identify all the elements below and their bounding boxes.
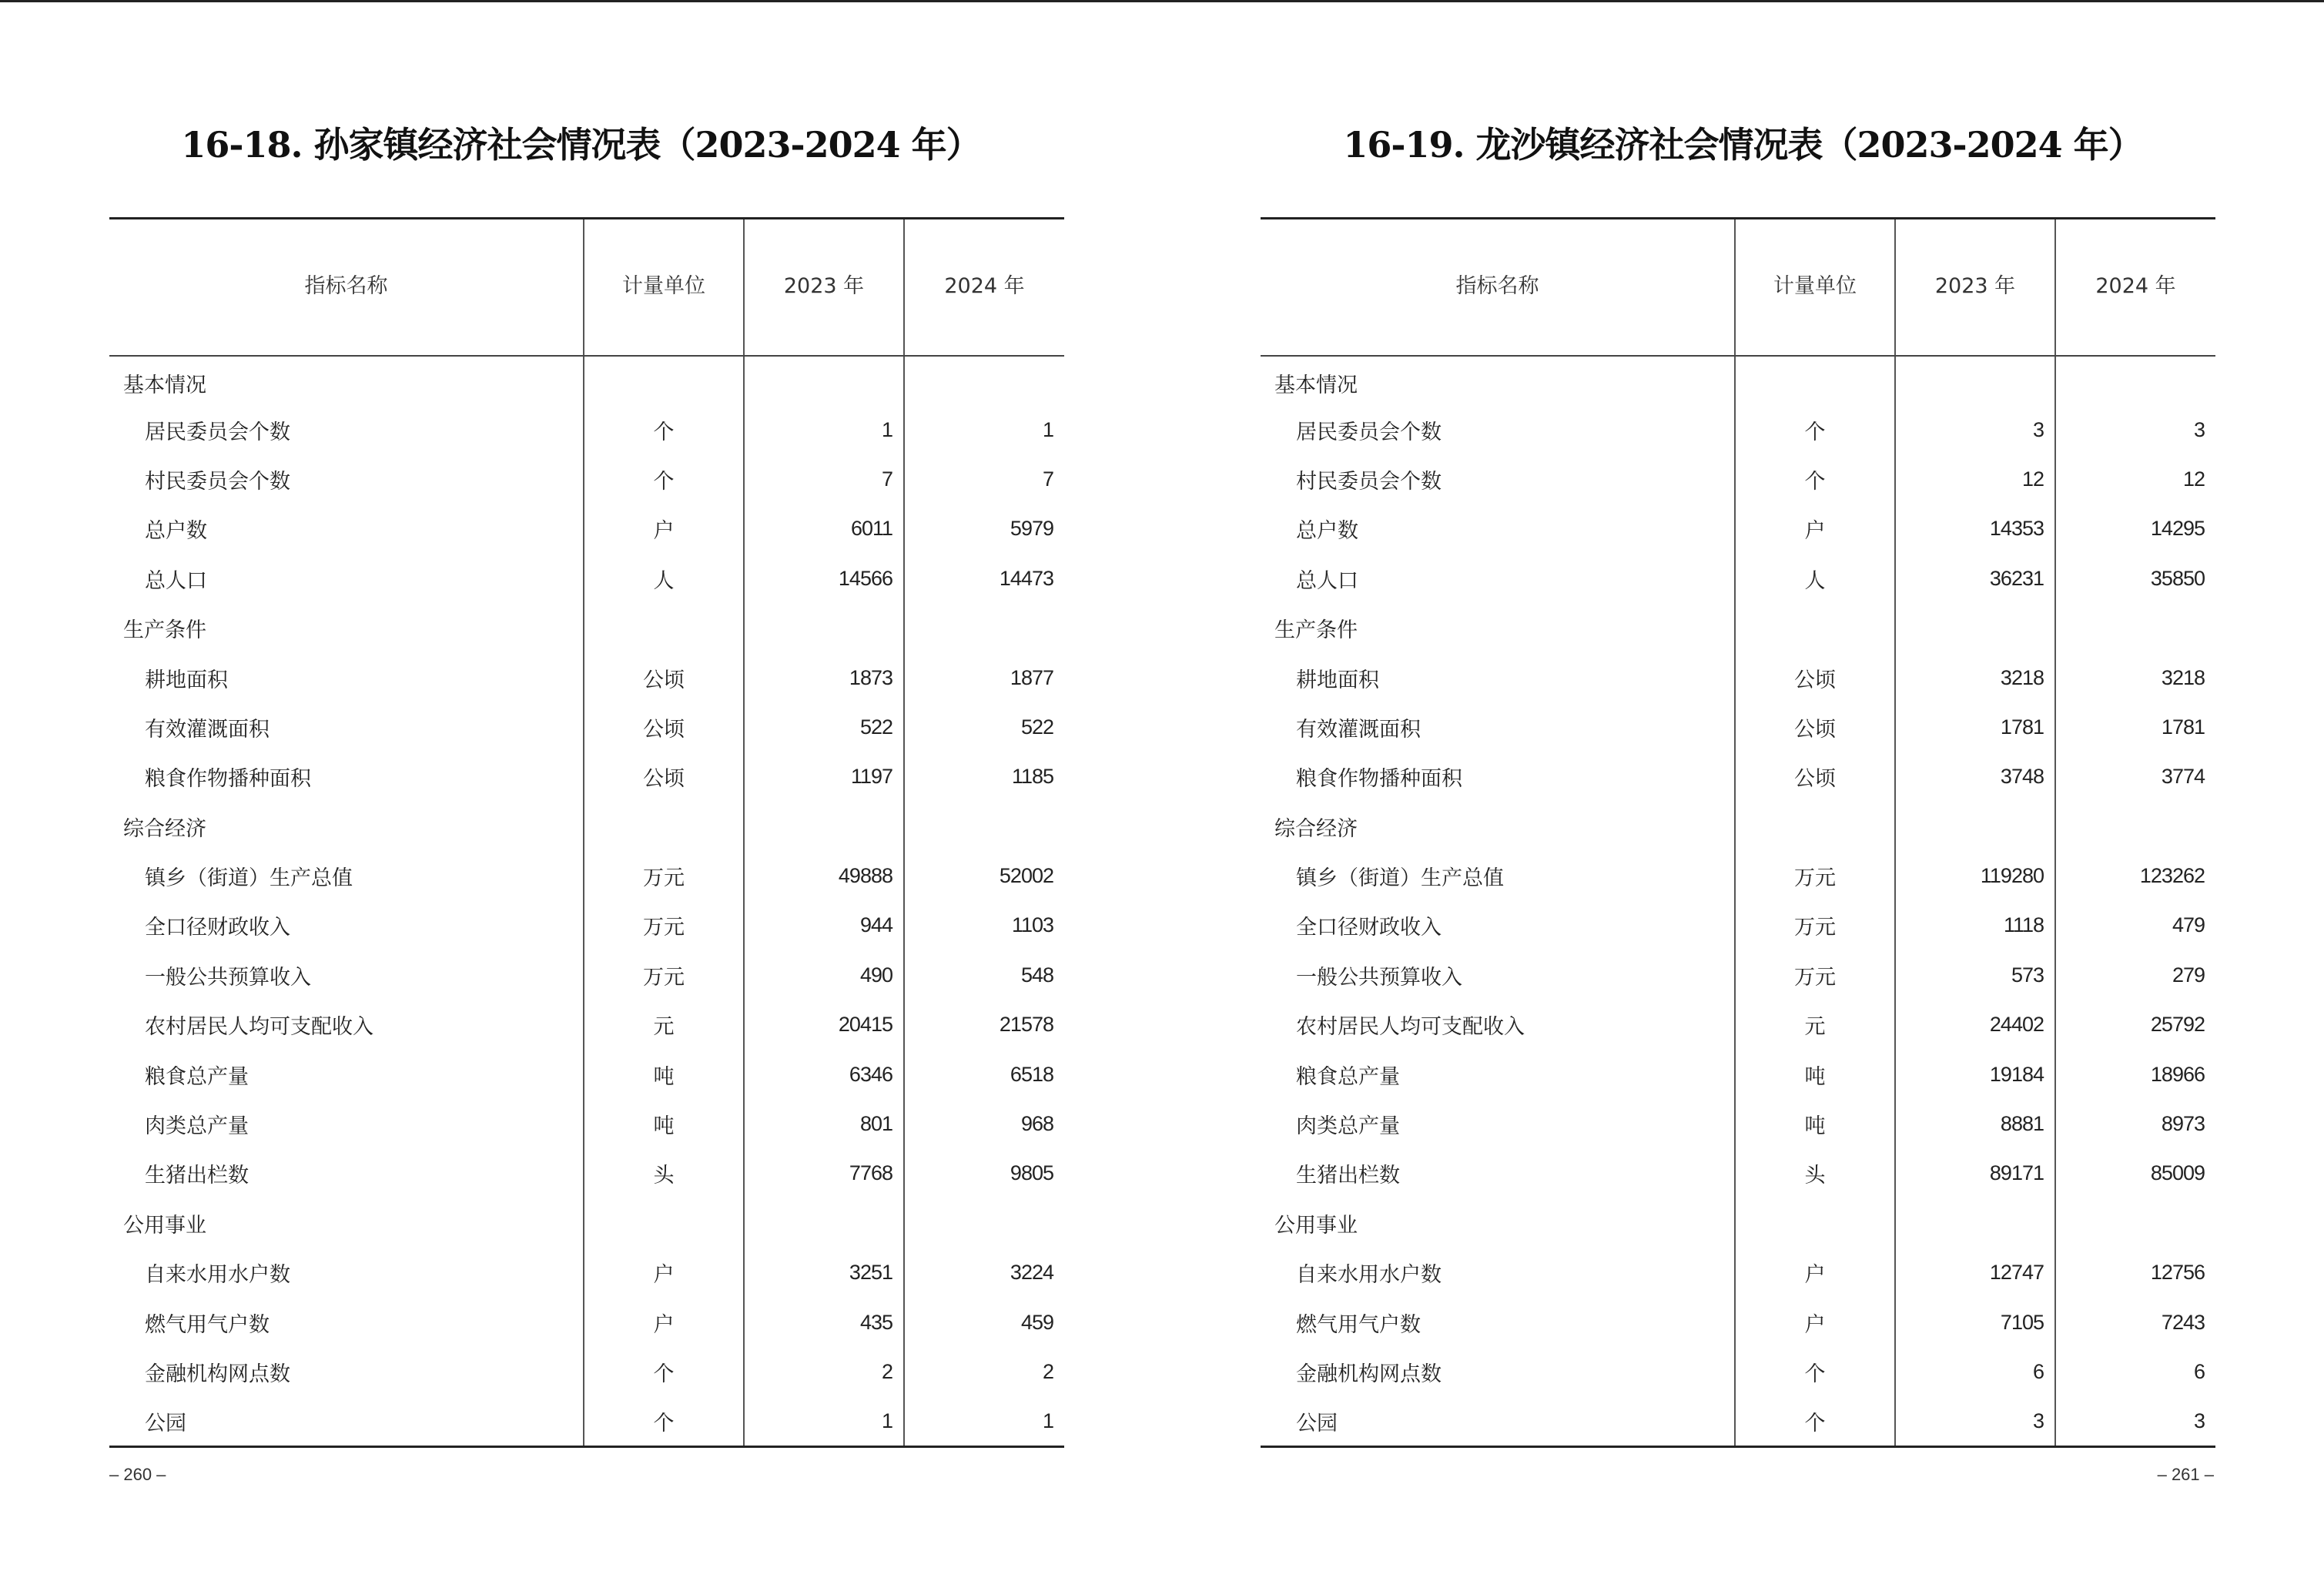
section-label: 公用事业 (123, 1213, 206, 1238)
value-2024: 7 (904, 454, 1064, 504)
indicator-name: 有效灌溉面积 (145, 717, 270, 742)
section-row (109, 1198, 1064, 1248)
indicator-name: 耕地面积 (1296, 668, 1379, 692)
table-row (109, 901, 1064, 950)
unit-cell: 户 (584, 1298, 744, 1347)
header-year-2024: 2024 年 (2055, 219, 2215, 356)
value-2024: 14295 (2055, 504, 2215, 554)
value-2024: 85009 (2055, 1149, 2215, 1198)
section-label: 基本情况 (1274, 373, 1358, 397)
value-2024: 3218 (2055, 653, 2215, 702)
indicator-name: 公园 (109, 1397, 584, 1446)
value-2023 (744, 1198, 904, 1248)
table-row (109, 1099, 1064, 1148)
indicator-name: 居民委员会个数 (145, 420, 290, 444)
unit-cell: 个 (1735, 1347, 1895, 1396)
value-2023 (744, 356, 904, 405)
page-title: 16-19. 龙沙镇经济社会情况表（2023-2024 年） (1343, 124, 2143, 166)
table-row (109, 702, 1064, 752)
value-2024: 14473 (904, 554, 1064, 603)
indicator-name: 金融机构网点数 (145, 1362, 290, 1386)
value-2023: 12 (1895, 454, 2055, 504)
unit-cell (1735, 802, 1895, 851)
value-2023: 89171 (1895, 1149, 2055, 1198)
value-2023: 14566 (744, 554, 904, 603)
unit-cell (1735, 356, 1895, 405)
value-2023: 1197 (744, 752, 904, 802)
header-indicator-name: 指标名称 (1261, 219, 1735, 356)
indicator-name: 有效灌溉面积 (1296, 717, 1421, 742)
value-2023: 8881 (1895, 1099, 2055, 1148)
stats-table (1261, 217, 2215, 1448)
value-2024 (904, 603, 1064, 652)
section-row (1261, 802, 2215, 851)
indicator-name: 肉类总产量 (1296, 1114, 1400, 1139)
value-2023 (1895, 603, 2055, 652)
value-2024: 1 (904, 405, 1064, 454)
indicator-name: 粮食作物播种面积 (145, 767, 311, 792)
value-2024: 3774 (2055, 752, 2215, 802)
table-row (109, 1347, 1064, 1396)
table-row (109, 504, 1064, 554)
indicator-name: 自来水用水户数 (145, 1263, 290, 1288)
unit-cell: 头 (584, 1149, 744, 1198)
table-row (109, 1248, 1064, 1298)
indicator-name: 一般公共预算收入 (1296, 965, 1462, 990)
unit-cell: 万元 (584, 851, 744, 900)
table-row (109, 454, 1064, 504)
indicator-name: 粮食总产量 (145, 1064, 249, 1089)
indicator-name: 燃气用气户数 (145, 1312, 270, 1337)
indicator-name: 村民委员会个数 (145, 469, 290, 494)
table-row (109, 653, 1064, 702)
section-row (1261, 603, 2215, 652)
indicator-name: 镇乡（街道）生产总值 (145, 866, 353, 891)
indicator-name: 生猪出栏数 (145, 1164, 249, 1188)
value-2024: 3 (2055, 405, 2215, 454)
value-2023: 12747 (1895, 1248, 2055, 1298)
indicator-name: 粮食总产量 (1296, 1064, 1400, 1089)
value-2024 (2055, 1198, 2215, 1248)
value-2024: 6518 (904, 1050, 1064, 1099)
unit-cell: 公顷 (584, 653, 744, 702)
value-2024: 5979 (904, 504, 1064, 554)
value-2023: 435 (744, 1298, 904, 1347)
value-2023: 3 (1895, 1397, 2055, 1446)
unit-cell: 户 (584, 504, 744, 554)
unit-cell (584, 1198, 744, 1248)
value-2024: 2 (904, 1347, 1064, 1396)
unit-cell: 万元 (584, 901, 744, 950)
unit-cell: 户 (1735, 504, 1895, 554)
section-label: 综合经济 (123, 816, 206, 841)
value-2024 (904, 356, 1064, 405)
table-row (1261, 454, 2215, 504)
value-2023: 6011 (744, 504, 904, 554)
table-row (1261, 554, 2215, 603)
table-row (109, 950, 1064, 1000)
table-row (1261, 405, 2215, 454)
page-title: 16-18. 孙家镇经济社会情况表（2023-2024 年） (181, 124, 981, 166)
table-row (1261, 1248, 2215, 1298)
table-row (109, 1298, 1064, 1347)
value-2024: 3 (2055, 1397, 2215, 1446)
section-row (109, 802, 1064, 851)
indicator-name: 镇乡（街道）生产总值 (1296, 866, 1504, 891)
section-row (109, 356, 1064, 405)
section-row (1261, 356, 2215, 405)
indicator-name: 燃气用气户数 (1296, 1312, 1421, 1337)
value-2024: 1185 (904, 752, 1064, 802)
table-row (1261, 752, 2215, 802)
value-2023: 801 (744, 1099, 904, 1148)
value-2024: 21578 (904, 1000, 1064, 1050)
value-2023: 490 (744, 950, 904, 1000)
value-2024: 968 (904, 1099, 1064, 1148)
value-2024: 1103 (904, 901, 1064, 950)
unit-cell: 个 (584, 1347, 744, 1396)
value-2024 (904, 802, 1064, 851)
value-2024: 52002 (904, 851, 1064, 900)
value-2023: 119280 (1895, 851, 2055, 900)
indicator-name: 粮食作物播种面积 (1296, 767, 1462, 792)
unit-cell: 个 (1735, 1397, 1895, 1446)
value-2023: 944 (744, 901, 904, 950)
value-2023: 1 (744, 1397, 904, 1446)
value-2024: 479 (2055, 901, 2215, 950)
value-2023 (1895, 1198, 2055, 1248)
table-row (109, 1149, 1064, 1198)
value-2024: 12756 (2055, 1248, 2215, 1298)
value-2023: 573 (1895, 950, 2055, 1000)
unit-cell: 个 (584, 405, 744, 454)
value-2023: 6346 (744, 1050, 904, 1099)
value-2024: 279 (2055, 950, 2215, 1000)
table-row (1261, 1050, 2215, 1099)
value-2024: 35850 (2055, 554, 2215, 603)
value-2023 (744, 603, 904, 652)
table-row (1261, 1298, 2215, 1347)
unit-cell: 公顷 (584, 702, 744, 752)
unit-cell: 公顷 (1735, 702, 1895, 752)
table-row (1261, 1000, 2215, 1050)
table-row (1261, 702, 2215, 752)
unit-cell: 个 (1735, 405, 1895, 454)
unit-cell: 元 (584, 1000, 744, 1050)
indicator-name: 农村居民人均可支配收入 (145, 1015, 373, 1040)
table-row (1261, 1397, 2215, 1446)
table-header-row (109, 219, 1064, 356)
value-2024: 3224 (904, 1248, 1064, 1298)
value-2024 (2055, 802, 2215, 851)
unit-cell: 公顷 (1735, 752, 1895, 802)
indicator-name: 一般公共预算收入 (145, 965, 311, 990)
unit-cell (1735, 603, 1895, 652)
unit-cell: 万元 (1735, 950, 1895, 1000)
table-row (1261, 504, 2215, 554)
header-unit: 计量单位 (584, 219, 744, 356)
table-row (1261, 653, 2215, 702)
right-page (1162, 0, 2324, 1588)
stats-table (109, 217, 1064, 1448)
value-2023 (1895, 356, 2055, 405)
indicator-name: 耕地面积 (145, 668, 228, 692)
unit-cell (584, 603, 744, 652)
value-2024: 6 (2055, 1347, 2215, 1396)
value-2023: 1873 (744, 653, 904, 702)
table-row (1261, 950, 2215, 1000)
unit-cell: 万元 (584, 950, 744, 1000)
table-row (109, 851, 1064, 900)
value-2024: 8973 (2055, 1099, 2215, 1148)
unit-cell: 公顷 (584, 752, 744, 802)
table-row (109, 554, 1064, 603)
unit-cell: 个 (584, 1397, 744, 1446)
value-2024: 1781 (2055, 702, 2215, 752)
indicator-name: 农村居民人均可支配收入 (1296, 1015, 1525, 1040)
value-2023: 19184 (1895, 1050, 2055, 1099)
indicator-name: 金融机构网点数 (1296, 1362, 1442, 1386)
header-year-2023: 2023 年 (744, 219, 904, 356)
value-2023: 1781 (1895, 702, 2055, 752)
value-2023: 3748 (1895, 752, 2055, 802)
value-2024 (2055, 603, 2215, 652)
value-2023: 7 (744, 454, 904, 504)
unit-cell: 人 (584, 554, 744, 603)
page-number: – 261 – (2157, 1465, 2214, 1484)
value-2023: 3251 (744, 1248, 904, 1298)
section-label: 生产条件 (123, 618, 206, 643)
value-2024: 522 (904, 702, 1064, 752)
value-2023 (744, 802, 904, 851)
unit-cell: 头 (1735, 1149, 1895, 1198)
indicator-name: 自来水用水户数 (1296, 1263, 1442, 1288)
unit-cell: 户 (1735, 1298, 1895, 1347)
unit-cell: 户 (1735, 1248, 1895, 1298)
table-row (109, 1000, 1064, 1050)
value-2024 (2055, 356, 2215, 405)
value-2023: 7768 (744, 1149, 904, 1198)
indicator-name: 全口径财政收入 (1296, 916, 1442, 940)
value-2023: 36231 (1895, 554, 2055, 603)
table-row (109, 405, 1064, 454)
unit-cell: 公顷 (1735, 653, 1895, 702)
indicator-name: 居民委员会个数 (1296, 420, 1442, 444)
unit-cell: 万元 (1735, 851, 1895, 900)
unit-cell: 吨 (584, 1050, 744, 1099)
header-indicator-name: 指标名称 (109, 219, 584, 356)
value-2024: 1 (904, 1397, 1064, 1446)
table-row (1261, 901, 2215, 950)
header-year-2023: 2023 年 (1895, 219, 2055, 356)
section-label: 生产条件 (1274, 618, 1358, 643)
indicator-name: 公园 (1261, 1397, 1735, 1446)
value-2024: 548 (904, 950, 1064, 1000)
value-2023: 24402 (1895, 1000, 2055, 1050)
value-2024: 9805 (904, 1149, 1064, 1198)
table-row (1261, 1099, 2215, 1148)
indicator-name: 总人口 (1296, 568, 1358, 593)
header-year-2024: 2024 年 (904, 219, 1064, 356)
value-2023: 1118 (1895, 901, 2055, 950)
indicator-name: 总户数 (1296, 519, 1358, 544)
unit-cell: 元 (1735, 1000, 1895, 1050)
unit-cell: 万元 (1735, 901, 1895, 950)
section-label: 公用事业 (1274, 1213, 1358, 1238)
unit-cell: 人 (1735, 554, 1895, 603)
value-2024: 12 (2055, 454, 2215, 504)
unit-cell (1735, 1198, 1895, 1248)
value-2023: 2 (744, 1347, 904, 1396)
value-2023: 7105 (1895, 1298, 2055, 1347)
value-2023: 14353 (1895, 504, 2055, 554)
value-2024: 18966 (2055, 1050, 2215, 1099)
unit-cell: 户 (584, 1248, 744, 1298)
value-2023: 49888 (744, 851, 904, 900)
value-2024: 123262 (2055, 851, 2215, 900)
value-2023 (1895, 802, 2055, 851)
header-unit: 计量单位 (1735, 219, 1895, 356)
section-row (1261, 1198, 2215, 1248)
value-2024: 25792 (2055, 1000, 2215, 1050)
value-2024: 1877 (904, 653, 1064, 702)
section-label: 基本情况 (123, 373, 206, 397)
indicator-name: 村民委员会个数 (1296, 469, 1442, 494)
section-row (109, 603, 1064, 652)
indicator-name: 总人口 (145, 568, 207, 593)
table-row (109, 1050, 1064, 1099)
page-number: – 260 – (109, 1465, 166, 1484)
unit-cell: 吨 (1735, 1050, 1895, 1099)
table-row (1261, 851, 2215, 900)
value-2023: 1 (744, 405, 904, 454)
table-header-row (1261, 219, 2215, 356)
unit-cell: 吨 (1735, 1099, 1895, 1148)
table-row (1261, 1149, 2215, 1198)
table-row (109, 1397, 1064, 1446)
unit-cell (584, 356, 744, 405)
indicator-name: 总户数 (145, 519, 207, 544)
unit-cell (584, 802, 744, 851)
table-row (109, 752, 1064, 802)
indicator-name: 生猪出栏数 (1296, 1164, 1400, 1188)
section-label: 综合经济 (1274, 816, 1358, 841)
value-2023: 522 (744, 702, 904, 752)
value-2023: 3 (1895, 405, 2055, 454)
value-2023: 6 (1895, 1347, 2055, 1396)
value-2023: 20415 (744, 1000, 904, 1050)
table-row (1261, 1347, 2215, 1396)
value-2023: 3218 (1895, 653, 2055, 702)
indicator-name: 全口径财政收入 (145, 916, 290, 940)
value-2024: 7243 (2055, 1298, 2215, 1347)
value-2024 (904, 1198, 1064, 1248)
unit-cell: 吨 (584, 1099, 744, 1148)
value-2024: 459 (904, 1298, 1064, 1347)
indicator-name: 肉类总产量 (145, 1114, 249, 1139)
unit-cell: 个 (1735, 454, 1895, 504)
unit-cell: 个 (584, 454, 744, 504)
